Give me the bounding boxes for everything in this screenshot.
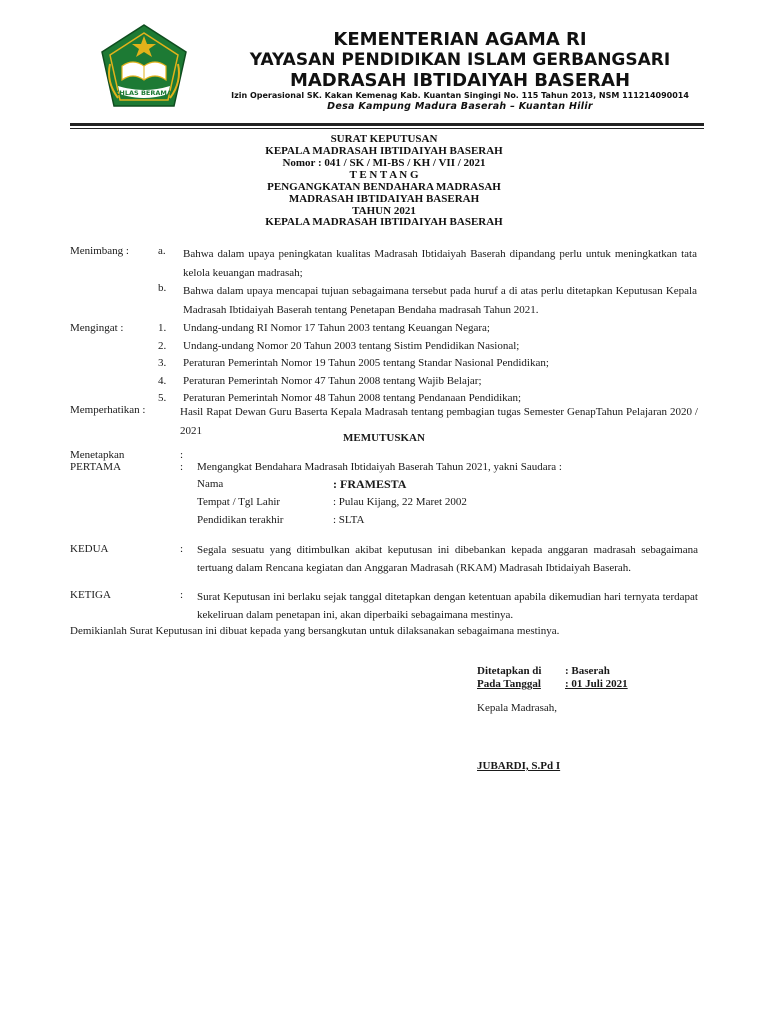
mengingat-label: Mengingat : <box>70 322 124 334</box>
madrasah-logo <box>96 22 192 110</box>
menetapkan-label: Menetapkan <box>70 449 125 461</box>
doc-title: SURAT KEPUTUSAN <box>330 133 438 145</box>
pertama-text: Mengangkat Bendahara Madrasah Ibtidaiyah Baserah Tahun 2021, yakni Saudara : <box>197 461 562 473</box>
field-value-nama: : FRAMESTA <box>333 477 407 491</box>
sig-date-label: Pada Tanggal <box>477 678 541 690</box>
letterhead-foundation: YAYASAN PENDIDIKAN ISLAM GERBANGSARI <box>249 50 671 70</box>
letterhead-school: MADRASAH IBTIDAIYAH BASERAH <box>289 70 631 91</box>
doc-subject-year: TAHUN 2021 <box>352 205 416 217</box>
letterhead-permit: Izin Operasional SK. Kakan Kemenag Kab. Kuantan Singingi No. 115 Tahun 2013, NSM 111214090014 <box>231 91 689 100</box>
doc-subject-school: MADRASAH IBTIDAIYAH BASERAH <box>288 193 480 205</box>
mengingat-item-2: Undang-undang Nomor 20 Tahun 2003 tentang Sistim Pendidikan Nasional; <box>183 340 520 352</box>
menimbang-mark-b: b. <box>158 282 167 294</box>
menimbang-item-a: Bahwa dalam upaya peningkatan kualitas Madrasah Ibtidaiyah Baserah dipandang perlu untuk meningkatkan tata kelola keuangan madrasah; <box>183 248 697 279</box>
mengingat-mark-5: 5. <box>158 392 167 404</box>
ketiga-colon: : <box>180 589 184 601</box>
kedua-colon: : <box>180 543 184 555</box>
sig-place-value: : Baserah <box>565 665 610 677</box>
mengingat-mark-2: 2. <box>158 340 167 352</box>
letterhead-rule-thin <box>70 128 704 129</box>
mengingat-mark-3: 3. <box>158 357 167 369</box>
letterhead <box>0 0 768 130</box>
field-key-nama: Nama <box>197 478 224 490</box>
field-value-pendidikan: : SLTA <box>333 514 365 526</box>
mengingat-mark-1: 1. <box>158 322 167 334</box>
doc-issuer: KEPALA MADRASAH IBTIDAIYAH BASERAH <box>265 145 503 157</box>
ketiga-label: KETIGA <box>70 589 111 601</box>
menetapkan-colon: : <box>180 449 184 461</box>
sig-name: JUBARDI, S.Pd I <box>477 760 561 772</box>
letterhead-address: Desa Kampung Madura Baserah – Kuantan Hilir <box>327 101 593 112</box>
mengingat-item-1: Undang-undang RI Nomor 17 Tahun 2003 tentang Keuangan Negara; <box>183 322 490 334</box>
ketiga-text: Surat Keputusan ini berlaku sejak tanggal ditetapkan dengan ketentuan apabila dikemudian hari ternyata terdapat kekeliruan dalam penetapan ini, akan diperbaiki sebagaimana mestinya. <box>197 591 698 621</box>
pertama-colon: : <box>180 461 184 473</box>
sig-position: Kepala Madrasah, <box>477 702 558 714</box>
mengingat-mark-4: 4. <box>158 375 167 387</box>
letterhead-ministry: KEMENTERIAN AGAMA RI <box>333 29 587 50</box>
mengingat-item-4: Peraturan Pemerintah Nomor 47 Tahun 2008 tentang Wajib Belajar; <box>183 375 482 387</box>
field-key-pendidikan: Pendidikan terakhir <box>197 514 284 526</box>
field-value-ttl: : Pulau Kijang, 22 Maret 2002 <box>333 496 467 508</box>
kedua-text: Segala sesuatu yang ditimbulkan akibat keputusan ini dibebankan kepada anggaran madrasah sebagaimana tertuang dalam Rencana kegiatan dan Anggaran Madrasah (RKAM) Madrasah Ibtidaiyah Baserah. <box>197 544 698 574</box>
memperhatikan-label: Memperhatikan : <box>70 404 146 416</box>
letterhead-rule <box>70 123 704 126</box>
doc-subject: PENGANGKATAN BENDAHARA MADRASAH <box>267 181 501 193</box>
doc-issuer-repeat: KEPALA MADRASAH IBTIDAIYAH BASERAH <box>265 216 503 228</box>
memperhatikan-text: Hasil Rapat Dewan Guru Baserta Kepala Madrasah tentang pembagian tugas Semester GenapTahun Pelajaran 2020 / 2021 <box>180 406 698 437</box>
sig-place-label: Ditetapkan di <box>477 665 542 677</box>
menimbang-mark-a: a. <box>158 245 166 257</box>
mengingat-item-3: Peraturan Pemerintah Nomor 19 Tahun 2005 tentang Standar Nasional Pendidikan; <box>183 357 549 369</box>
sig-date-value: : 01 Juli 2021 <box>565 678 628 690</box>
menimbang-item-b: Bahwa dalam upaya mencapai tujuan sebagaimana tersebut pada huruf a di atas perlu ditetapkan Keputusan Kepala Madrasah Ibtidaiyah Baserah tentang Penetapan Bendaha madrasah Tahun 2021. <box>183 285 697 316</box>
menimbang-label: Menimbang : <box>70 245 129 257</box>
kedua-label: KEDUA <box>70 543 109 555</box>
mengingat-item-5: Peraturan Pemerintah Nomor 48 Tahun 2008 tentang Pendanaan Pendidikan; <box>183 392 522 404</box>
svg-text:IKHLAS BERAMAL: IKHLAS BERAMAL <box>111 89 177 97</box>
closing-statement: Demikianlah Surat Keputusan ini dibuat kepada yang bersangkutan untuk dilaksanakan sebagaimana mestinya. <box>70 625 560 637</box>
doc-number: Nomor : 041 / SK / MI-BS / KH / VII / 2021 <box>282 157 486 169</box>
field-key-ttl: Tempat / Tgl Lahir <box>197 496 281 508</box>
doc-about: T E N T A N G <box>349 169 419 181</box>
memutuskan-heading: MEMUTUSKAN <box>343 432 425 444</box>
pertama-label: PERTAMA <box>70 461 122 473</box>
